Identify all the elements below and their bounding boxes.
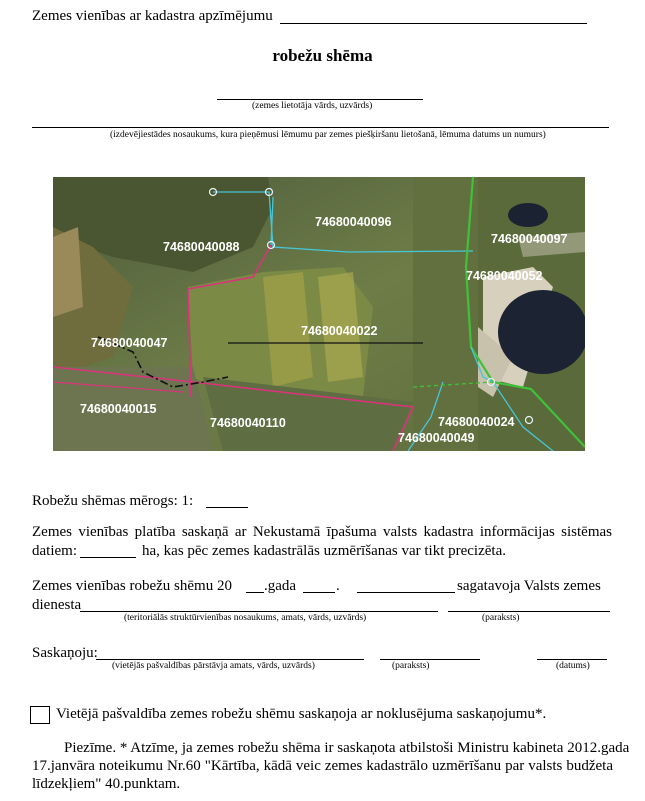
area-line-1: Zemes vienības platība saskaņā ar Nekustamā īpašuma valsts kadastra informācijas sistēmas xyxy=(32,524,612,540)
parcel-label: 74680040088 xyxy=(163,240,240,254)
prepared-text-1: Zemes vienības robežu shēmu 20 xyxy=(32,578,232,594)
parcel-label: 74680040047 xyxy=(91,336,168,350)
area-line-2-start: datiem: xyxy=(32,543,77,559)
parcel-label: 74680040097 xyxy=(491,232,568,246)
agreed-sign-caption: (paraksts) xyxy=(392,661,430,671)
agreed-date-field[interactable] xyxy=(537,659,607,660)
date-month-field[interactable] xyxy=(357,592,455,593)
agreed-name-caption: (vietējās pašvaldības pārstāvja amats, vārds, uzvārds) xyxy=(112,661,315,671)
user-name-caption: (zemes lietotāja vārds, uzvārds) xyxy=(252,101,373,111)
cadastral-map xyxy=(53,177,585,451)
parcel-label: 74680040096 xyxy=(315,215,392,229)
preparer-sign-field[interactable] xyxy=(448,611,610,612)
agreed-sign-field[interactable] xyxy=(380,659,480,660)
issuer-field[interactable] xyxy=(32,127,609,128)
note-line-2: 17.janvāra noteikumu Nr.60 "Kārtība, kādā veic zemes kadastrālo uzmērīšanu par valsts budžeta xyxy=(32,758,613,774)
note-line-1: Piezīme. * Atzīme, ja zemes robežu shēma ir saskaņota atbilstoši Ministru kabineta 2012.gada xyxy=(64,740,630,756)
parcel-label: 74680040052 xyxy=(466,269,543,283)
year-field[interactable] xyxy=(246,592,264,593)
preparer-name-caption: (teritoriālās struktūrvienības nosaukums, amats, vārds, uzvārds) xyxy=(124,613,367,623)
prepared-text-5: dienesta xyxy=(32,597,82,613)
parcel-label: 74680040015 xyxy=(80,402,157,416)
agreed-date-caption: (datums) xyxy=(556,661,590,671)
area-ha-field[interactable] xyxy=(80,557,136,558)
preparer-sign-caption: (paraksts) xyxy=(482,613,520,623)
agreed-label: Saskaņoju: xyxy=(32,645,98,661)
parcel-label: 74680040022 xyxy=(301,324,378,338)
user-name-field[interactable] xyxy=(217,99,423,100)
note-line-3: līdzekļiem" 40.punktam. xyxy=(32,776,181,792)
default-agreement-checkbox[interactable] xyxy=(30,706,50,724)
agreed-name-field[interactable] xyxy=(96,659,364,660)
parcel-label: 74680040110 xyxy=(210,416,286,430)
prepared-text-2: .gada xyxy=(264,578,297,594)
area-line-2-end: ha, kas pēc zemes kadastrālās uzmērīšanas var tikt precizēta. xyxy=(142,543,506,559)
preparer-name-field[interactable] xyxy=(80,611,438,612)
prepared-text-4: sagatavoja Valsts zemes xyxy=(457,578,601,594)
checkbox-label: Vietējā pašvaldība zemes robežu shēmu saskaņoja ar noklusējuma saskaņojumu*. xyxy=(56,706,547,722)
prepared-text-3: . xyxy=(336,578,340,594)
date-field[interactable] xyxy=(303,592,335,593)
parcel-id-field[interactable] xyxy=(280,23,587,24)
page-title: robežu shēma xyxy=(272,46,373,65)
parcel-label: 74680040024 xyxy=(438,415,515,429)
issuer-caption: (izdevējiestādes nosaukums, kura pieņēmusi lēmumu par zemes piešķiršanu lietošanā, lēmuma datums un numurs) xyxy=(110,130,546,140)
scale-label: Robežu shēmas mērogs: 1: xyxy=(32,493,194,509)
scale-field[interactable] xyxy=(206,507,248,508)
parcel-label: 74680040049 xyxy=(398,431,475,445)
parcel-id-prefix: Zemes vienības ar kadastra apzīmējumu xyxy=(32,8,273,24)
